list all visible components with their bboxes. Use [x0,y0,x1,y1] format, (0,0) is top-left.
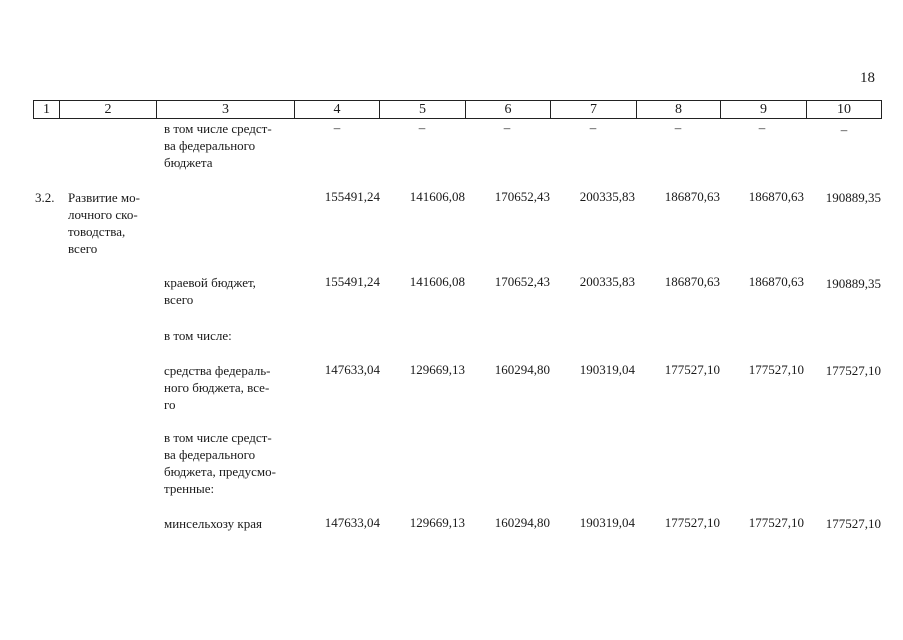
row-4-value-col5: 129669,13 [409,362,465,377]
row-1-name-line-3: товодства, [68,224,126,239]
column-header-6: 6 [466,101,551,119]
row-5-source-line-2: ва федерального [164,447,256,462]
row-1-name-line-4: всего [68,241,98,256]
row-2-value-col6: 170652,43 [494,274,550,289]
row-6-value-col8: 177527,10 [664,515,720,530]
row-0-value-col10: – [840,122,848,137]
column-header-row [34,101,882,119]
row-0-value-col8: – [674,120,682,135]
row-6-source: минсельхозу края [164,516,262,531]
column-header-8: 8 [637,101,721,119]
row-2-value-col8: 186870,63 [664,274,720,289]
row-1-name-line-2: лочного ско- [68,207,138,222]
column-header-4: 4 [295,101,380,119]
row-3-source: в том числе: [164,328,232,343]
row-6-value-col5: 129669,13 [409,515,465,530]
row-5-source-line-1: в том числе средст- [164,430,272,445]
row-0-source-line-3: бюджета [164,155,213,170]
row-4-value-col10: 177527,10 [825,363,881,378]
row-4-value-col7: 190319,04 [579,362,635,377]
column-header-2: 2 [60,101,157,119]
row-2-value-col9: 186870,63 [748,274,804,289]
row-6-value-col4: 147633,04 [324,515,380,530]
row-6-value-col10: 177527,10 [825,516,881,531]
row-1-value-col5: 141606,08 [409,189,465,204]
row-4-source-line-1: средства федераль- [164,363,271,378]
row-0-value-col6: – [503,120,511,135]
row-5-source-line-4: тренные: [164,481,215,496]
row-4-source-line-2: ного бюджета, все- [164,380,270,395]
row-2-value-col4: 155491,24 [324,274,380,289]
row-6-value-col6: 160294,80 [494,515,550,530]
row-4-value-col4: 147633,04 [324,362,380,377]
row-1-name [68,189,153,257]
column-header-1: 1 [34,101,60,119]
page-number: 18 [860,70,875,86]
row-1-value-col7: 200335,83 [579,189,635,204]
row-2-source [164,274,291,308]
column-header-7: 7 [551,101,637,119]
row-4-source [164,362,297,413]
row-2-value-col10: 190889,35 [825,276,881,291]
row-2-source-line-1: краевой бюджет, [164,275,256,290]
row-6-value-col7: 190319,04 [579,515,635,530]
column-header-5: 5 [380,101,466,119]
row-0-source-line-2: ва федерального [164,138,256,153]
row-0-value-col9: – [758,120,766,135]
row-2-value-col7: 200335,83 [579,274,635,289]
row-1-number: 3.2. [35,190,55,205]
row-0-value-col5: – [418,120,426,135]
column-header-9: 9 [721,101,807,119]
column-header-table [33,100,882,119]
row-1-value-col9: 186870,63 [748,189,804,204]
row-0-source [164,120,297,171]
row-0-value-col7: – [589,120,597,135]
row-6-value-col9: 177527,10 [748,515,804,530]
row-1-value-col10: 190889,35 [825,190,881,205]
row-5-source [164,429,297,497]
row-4-value-col8: 177527,10 [664,362,720,377]
row-1-value-col4: 155491,24 [324,189,380,204]
column-header-3: 3 [157,101,295,119]
row-4-value-col6: 160294,80 [494,362,550,377]
row-2-source-line-2: всего [164,292,194,307]
row-1-value-col6: 170652,43 [494,189,550,204]
row-1-name-line-1: Развитие мо- [68,190,140,205]
row-0-value-col4: – [333,120,341,135]
column-header-10: 10 [807,101,882,119]
row-2-value-col5: 141606,08 [409,274,465,289]
row-5-source-line-3: бюджета, предусмо- [164,464,276,479]
row-4-value-col9: 177527,10 [748,362,804,377]
row-0-source-line-1: в том числе средст- [164,121,272,136]
row-1-value-col8: 186870,63 [664,189,720,204]
row-4-source-line-3: го [164,397,176,412]
